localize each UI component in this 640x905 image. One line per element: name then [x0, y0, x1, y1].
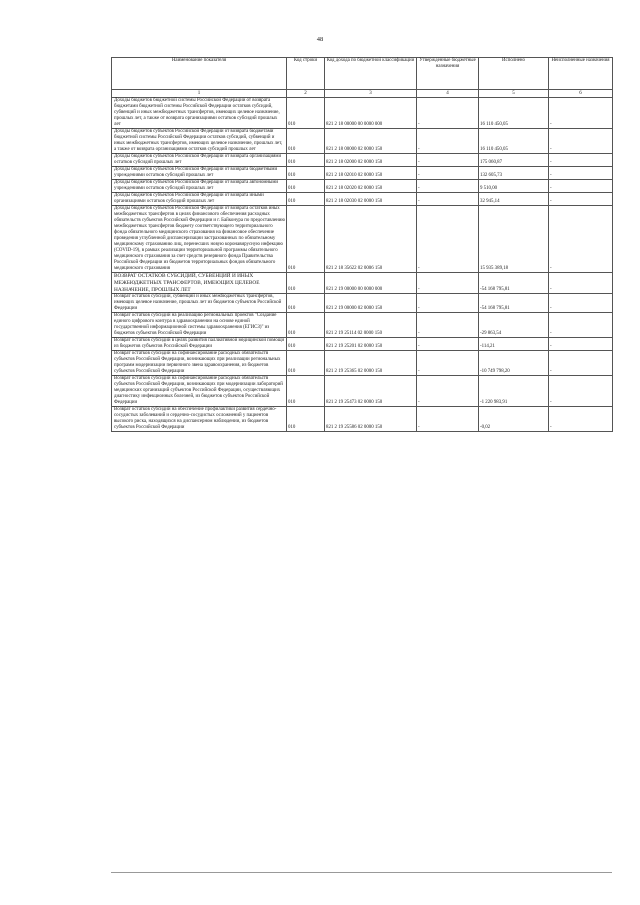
row-income-code: 821 2 18 02010 02 0000 150 [325, 167, 417, 180]
row-unexecuted: - [549, 193, 613, 206]
row-line-code: 010 [287, 294, 325, 313]
table-row [112, 98, 613, 129]
row-approved: - [417, 167, 479, 180]
row-income-code: 821 2 19 00000 02 0000 150 [325, 294, 417, 313]
row-unexecuted: - [549, 294, 613, 313]
row-executed: 9 510,00 [479, 180, 549, 193]
row-approved: - [417, 376, 479, 407]
table-row [112, 273, 613, 294]
header-approved: Утвержденные бюджетные назначения [417, 58, 479, 90]
row-income-code: 821 2 18 35622 02 0006 150 [325, 206, 417, 273]
row-line-code: 010 [287, 407, 325, 432]
row-unexecuted: - [549, 167, 613, 180]
table-row [112, 154, 613, 167]
row-approved: - [417, 206, 479, 273]
income-table [111, 57, 613, 432]
row-executed: 16 110 450,05 [479, 98, 549, 129]
row-executed: -1 220 983,91 [479, 376, 549, 407]
row-unexecuted: - [549, 180, 613, 193]
row-approved: - [417, 180, 479, 193]
column-number: 2 [287, 90, 325, 98]
row-unexecuted: - [549, 407, 613, 432]
row-name: Возврат остатков субсидий на софинансирование расходных обязательств субъектов Российской Федерации, возникающих при реализации региональных программ модернизации первичного звена здравоохранения, из бюджетов субъектов Российской Федерации [112, 351, 287, 376]
row-approved: - [417, 338, 479, 351]
row-name: Возврат остатков субсидий на обеспечение профилактики развития сердечно-сосудистых заболеваний и сердечно-сосудистых осложнений у пациентов высокого риска, находящихся на диспансерном наблюдении, из бюджетов субъектов Российской Федерации [112, 407, 287, 432]
row-approved: - [417, 313, 479, 338]
row-name: Возврат остатков субсидий, субвенций и иных межбюджетных трансфертов, имеющих целевое назначение, прошлых лет из бюджетов субъектов Российской Федерации [112, 294, 287, 313]
table-row [112, 129, 613, 154]
row-executed: -29 863,54 [479, 313, 549, 338]
row-unexecuted: - [549, 273, 613, 294]
table-row [112, 351, 613, 376]
page-bottom-rule [111, 872, 612, 873]
row-unexecuted: - [549, 338, 613, 351]
row-line-code: 010 [287, 273, 325, 294]
row-name: Доходы бюджетов субъектов Российской Федерации от возврата иными организациями остатков субсидий прошлых лет [112, 193, 287, 206]
table-row [112, 313, 613, 338]
table-row [112, 294, 613, 313]
row-income-code: 821 2 19 00000 00 0000 000 [325, 273, 417, 294]
row-income-code: 821 2 19 25114 02 0000 150 [325, 313, 417, 338]
row-executed: 16 110 450,05 [479, 129, 549, 154]
row-income-code: 821 2 18 02020 02 0000 150 [325, 180, 417, 193]
row-name: ВОЗВРАТ ОСТАТКОВ СУБСИДИЙ, СУБВЕНЦИЙ И ИНЫХ МЕЖБЮДЖЕТНЫХ ТРАНСФЕРТОВ, ИМЕЮЩИХ ЦЕЛЕВОЕ НАЗНАЧЕНИЕ, ПРОШЛЫХ ЛЕТ [112, 273, 287, 294]
row-approved: - [417, 129, 479, 154]
row-executed: 175 060,87 [479, 154, 549, 167]
row-name: Доходы бюджетов субъектов Российской Федерации от возврата автономными учреждениями остатков субсидий прошлых лет [112, 180, 287, 193]
row-income-code: 821 2 19 25473 02 0000 150 [325, 376, 417, 407]
row-executed: 15 935 389,18 [479, 206, 549, 273]
column-number: 3 [325, 90, 417, 98]
column-number-row [112, 90, 613, 98]
row-line-code: 010 [287, 338, 325, 351]
row-unexecuted: - [549, 98, 613, 129]
row-line-code: 010 [287, 167, 325, 180]
header-executed: Исполнено [479, 58, 549, 90]
row-approved: - [417, 98, 479, 129]
table-row [112, 376, 613, 407]
row-income-code: 821 2 18 00000 02 0000 150 [325, 129, 417, 154]
column-number: 5 [479, 90, 549, 98]
row-approved: - [417, 273, 479, 294]
row-name: Возврат остатков субсидий в целях развития паллиативной медицинской помощи из бюджетов субъектов Российской Федерации [112, 338, 287, 351]
row-approved: - [417, 351, 479, 376]
header-unexecuted: Неисполненные назначения [549, 58, 613, 90]
row-approved: - [417, 154, 479, 167]
row-income-code: 821 2 19 25201 02 0000 150 [325, 338, 417, 351]
row-unexecuted: - [549, 154, 613, 167]
row-line-code: 010 [287, 193, 325, 206]
row-name: Доходы бюджетов субъектов Российской Федерации от возврата остатков иных межбюджетных трансфертов в целях финансового обеспечения расходных обязательств субъектов Российской Федерации и г. Байконура по предоставлению межбюджетных трансфертов бюджету соответствующего территориального фонда обязательного медицинского страхования на финансовое обеспечение проведения углубленной диспансеризации застрахованных по обязательному медицинскому страхованию лиц, перенесших новую коронавирусную инфекцию (COVID-19), в рамках реализации территориальной программы обязательного медицинского страхования за счет средств резервного фонда Правительства Российской Федерации из бюджетов территориальных фондов обязательного медицинского страхования [112, 206, 287, 273]
row-executed: 132 605,73 [479, 167, 549, 180]
row-unexecuted: - [549, 376, 613, 407]
row-name: Доходы бюджетов бюджетной системы Российской Федерации от возврата бюджетами бюджетной системы Российской Федерации остатков субсидий, субвенций и иных межбюджетных трансфертов, имеющих целевое назначение, прошлых лет, а также от возврата организациями остатков субсидий прошлых лет [112, 98, 287, 129]
row-name: Доходы бюджетов субъектов Российской Федерации от возврата бюджетами бюджетной системы Российской Федерации остатков субсидий, субвенций и иных межбюджетных трансфертов, имеющих целевое назначение, прошлых лет, а также от возврата организациями остатков субсидий прошлых лет [112, 129, 287, 154]
column-number: 6 [549, 90, 613, 98]
row-name: Доходы бюджетов субъектов Российской Федерации от возврата организациями остатков субсидий прошлых лет [112, 154, 287, 167]
table-row [112, 407, 613, 432]
row-approved: - [417, 407, 479, 432]
row-executed: -0,02 [479, 407, 549, 432]
row-approved: - [417, 193, 479, 206]
row-unexecuted: - [549, 313, 613, 338]
header-code-income: Код дохода по бюджетной классификации [325, 58, 417, 90]
row-unexecuted: - [549, 206, 613, 273]
row-executed: -54 168 795,81 [479, 294, 549, 313]
row-executed: 32 945,14 [479, 193, 549, 206]
row-income-code: 821 2 18 02000 02 0000 150 [325, 154, 417, 167]
row-unexecuted: - [549, 351, 613, 376]
row-line-code: 010 [287, 313, 325, 338]
column-number: 1 [112, 90, 287, 98]
row-line-code: 010 [287, 376, 325, 407]
row-executed: -114,21 [479, 338, 549, 351]
page-number: 48 [316, 36, 324, 43]
header-code-line: Код строки [287, 58, 325, 90]
row-line-code: 010 [287, 180, 325, 193]
table-row [112, 206, 613, 273]
row-executed: -10 749 798,20 [479, 351, 549, 376]
row-name: Доходы бюджетов субъектов Российской Федерации от возврата бюджетными учреждениями остатков субсидий прошлых лет [112, 167, 287, 180]
row-income-code: 821 2 18 02030 02 0000 150 [325, 193, 417, 206]
column-number: 4 [417, 90, 479, 98]
table-row [112, 180, 613, 193]
row-income-code: 821 2 19 25586 02 0000 150 [325, 407, 417, 432]
row-line-code: 010 [287, 129, 325, 154]
table-row [112, 193, 613, 206]
row-executed: -54 168 795,81 [479, 273, 549, 294]
row-line-code: 010 [287, 98, 325, 129]
row-unexecuted: - [549, 129, 613, 154]
row-approved: - [417, 294, 479, 313]
table-row [112, 167, 613, 180]
table-row [112, 338, 613, 351]
header-name: Наименование показателя [112, 58, 287, 90]
row-line-code: 010 [287, 154, 325, 167]
row-name: Возврат остатков субсидий на софинансирование расходных обязательств субъектов Российской Федерации, возникающих при модернизации лабораторий медицинских организаций субъектов Российской Федерации, осуществляющих диагностику инфекционных болезней, из бюджетов субъектов Российской Федерации [112, 376, 287, 407]
table-header-row [112, 58, 613, 90]
row-line-code: 010 [287, 206, 325, 273]
row-line-code: 010 [287, 351, 325, 376]
row-income-code: 821 2 19 25365 02 0000 150 [325, 351, 417, 376]
row-name: Возврат остатков субсидий на реализацию региональных проектов "Создание единого цифрового контура в здравоохранении на основе единой государственной информационной системы здравоохранения (ЕГИСЗ)" из бюджетов субъектов Российской Федерации [112, 313, 287, 338]
row-income-code: 821 2 18 00000 00 0000 000 [325, 98, 417, 129]
